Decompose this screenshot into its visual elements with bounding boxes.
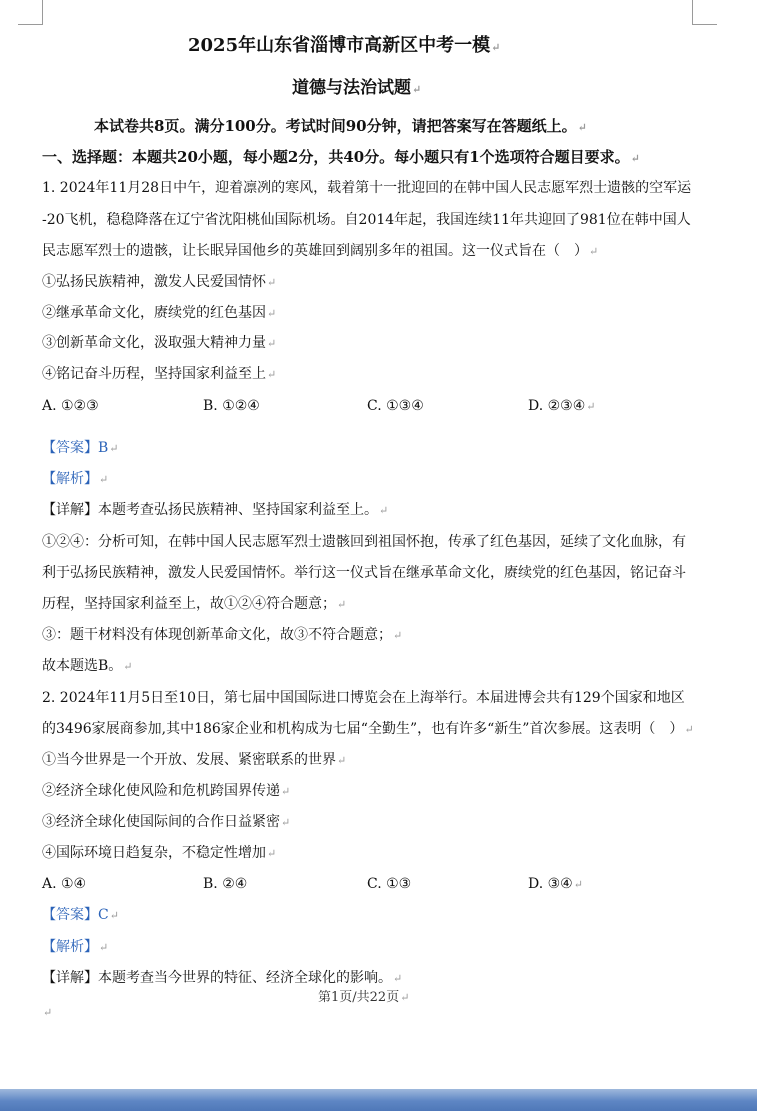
trailing-paragraph-mark: ↵ — [43, 1006, 53, 1019]
q2-item-1: ①当今世界是一个开放、发展、紧密联系的世界↵ — [42, 752, 347, 768]
q2-item-2: ②经济全球化使风险和危机跨国界传递↵ — [42, 783, 291, 799]
q1-stem-line-2: -20飞机，稳稳降落在辽宁省沈阳桃仙国际机场。自2014年起，我国连续11年共迎回了981位在韩中国人 — [42, 212, 691, 228]
exam-notice: 本试卷共8页。满分100分。考试时间90分钟，请把答案写在答题纸上。↵ — [94, 117, 587, 135]
q1-option-a: A. ①②③ — [42, 398, 99, 414]
q2-option-d: D. ③④↵ — [528, 876, 583, 892]
crop-mark-top-right — [692, 0, 717, 25]
q2-answer: 【答案】C↵ — [42, 907, 119, 923]
q2-option-a: A. ①④ — [42, 876, 87, 892]
q2-stem-line-2: 的3496家展商参加,其中186家企业和机构成为七届“全勤生”，也有许多“新生”首次参展。这表明（ ）↵ — [42, 721, 694, 737]
page-footer: 第1页/共22页↵ — [318, 990, 410, 1005]
q1-item-2: ②继承革命文化，赓续党的红色基因↵ — [42, 305, 277, 321]
q1-item-1: ①弘扬民族精神，激发人民爱国情怀↵ — [42, 274, 277, 290]
q1-item-3: ③创新革命文化，汲取强大精神力量↵ — [42, 335, 277, 351]
q1-explain-line-4: ③：题干材料没有体现创新革命文化，故③不符合题意；↵ — [42, 627, 403, 643]
q2-option-c: C. ①③ — [367, 876, 412, 892]
q2-detail: 【详解】本题考查当今世界的特征、经济全球化的影响。↵ — [42, 970, 403, 986]
crop-mark-top-left — [18, 0, 43, 25]
q1-item-4: ④铭记奋斗历程，坚持国家利益至上↵ — [42, 366, 277, 382]
doc-title: 2025年山东省淄博市高新区中考一模↵ — [188, 35, 501, 56]
q1-stem-line-3: 民志愿军烈士的遗骸，让长眠异国他乡的英雄回到阔别多年的祖国。这一仪式旨在（ ）↵ — [42, 243, 599, 259]
q1-stem-line-1: 1. 2024年11月28日中午，迎着凛冽的寒风，载着第十一批迎回的在韩中国人民志愿军烈士遗骸的空军运 — [42, 180, 692, 196]
doc-subtitle: 道德与法治试题↵ — [292, 78, 422, 98]
q2-stem-line-1: 2. 2024年11月5日至10日，第七届中国国际进口博览会在上海举行。本届进博会共有129个国家和地区 — [42, 690, 685, 706]
q1-explain-line-3: 历程，坚持国家利益至上，故①②④符合题意；↵ — [42, 596, 347, 612]
q1-explain-line-1: ①②④：分析可知，在韩中国人民志愿军烈士遗骸回到祖国怀抱，传承了红色基因，延续了文化血脉，有 — [42, 534, 686, 550]
q2-item-3: ③经济全球化使国际间的合作日益紧密↵ — [42, 814, 291, 830]
section-heading: 一、选择题：本题共20小题，每小题2分，共40分。每小题只有1个选项符合题目要求。↵ — [42, 148, 640, 166]
q1-option-b: B. ①②④ — [203, 398, 260, 414]
q1-detail: 【详解】本题考查弘扬民族精神、坚持国家利益至上。↵ — [42, 502, 389, 518]
q2-analysis-heading: 【解析】↵ — [42, 939, 109, 955]
q1-conclusion: 故本题选B。↵ — [42, 658, 133, 674]
q1-answer: 【答案】B↵ — [42, 440, 119, 456]
q1-option-d: D. ②③④↵ — [528, 398, 596, 414]
q1-analysis-heading: 【解析】↵ — [42, 471, 109, 487]
q2-item-4: ④国际环境日趋复杂，不稳定性增加↵ — [42, 845, 277, 861]
q1-option-c: C. ①③④ — [367, 398, 424, 414]
q1-explain-line-2: 利于弘扬民族精神，激发人民爱国情怀。举行这一仪式旨在继承革命文化，赓续党的红色基因，铭记奋斗 — [42, 565, 686, 581]
q2-option-b: B. ②④ — [203, 876, 248, 892]
window-bottom-bar — [0, 1089, 757, 1111]
